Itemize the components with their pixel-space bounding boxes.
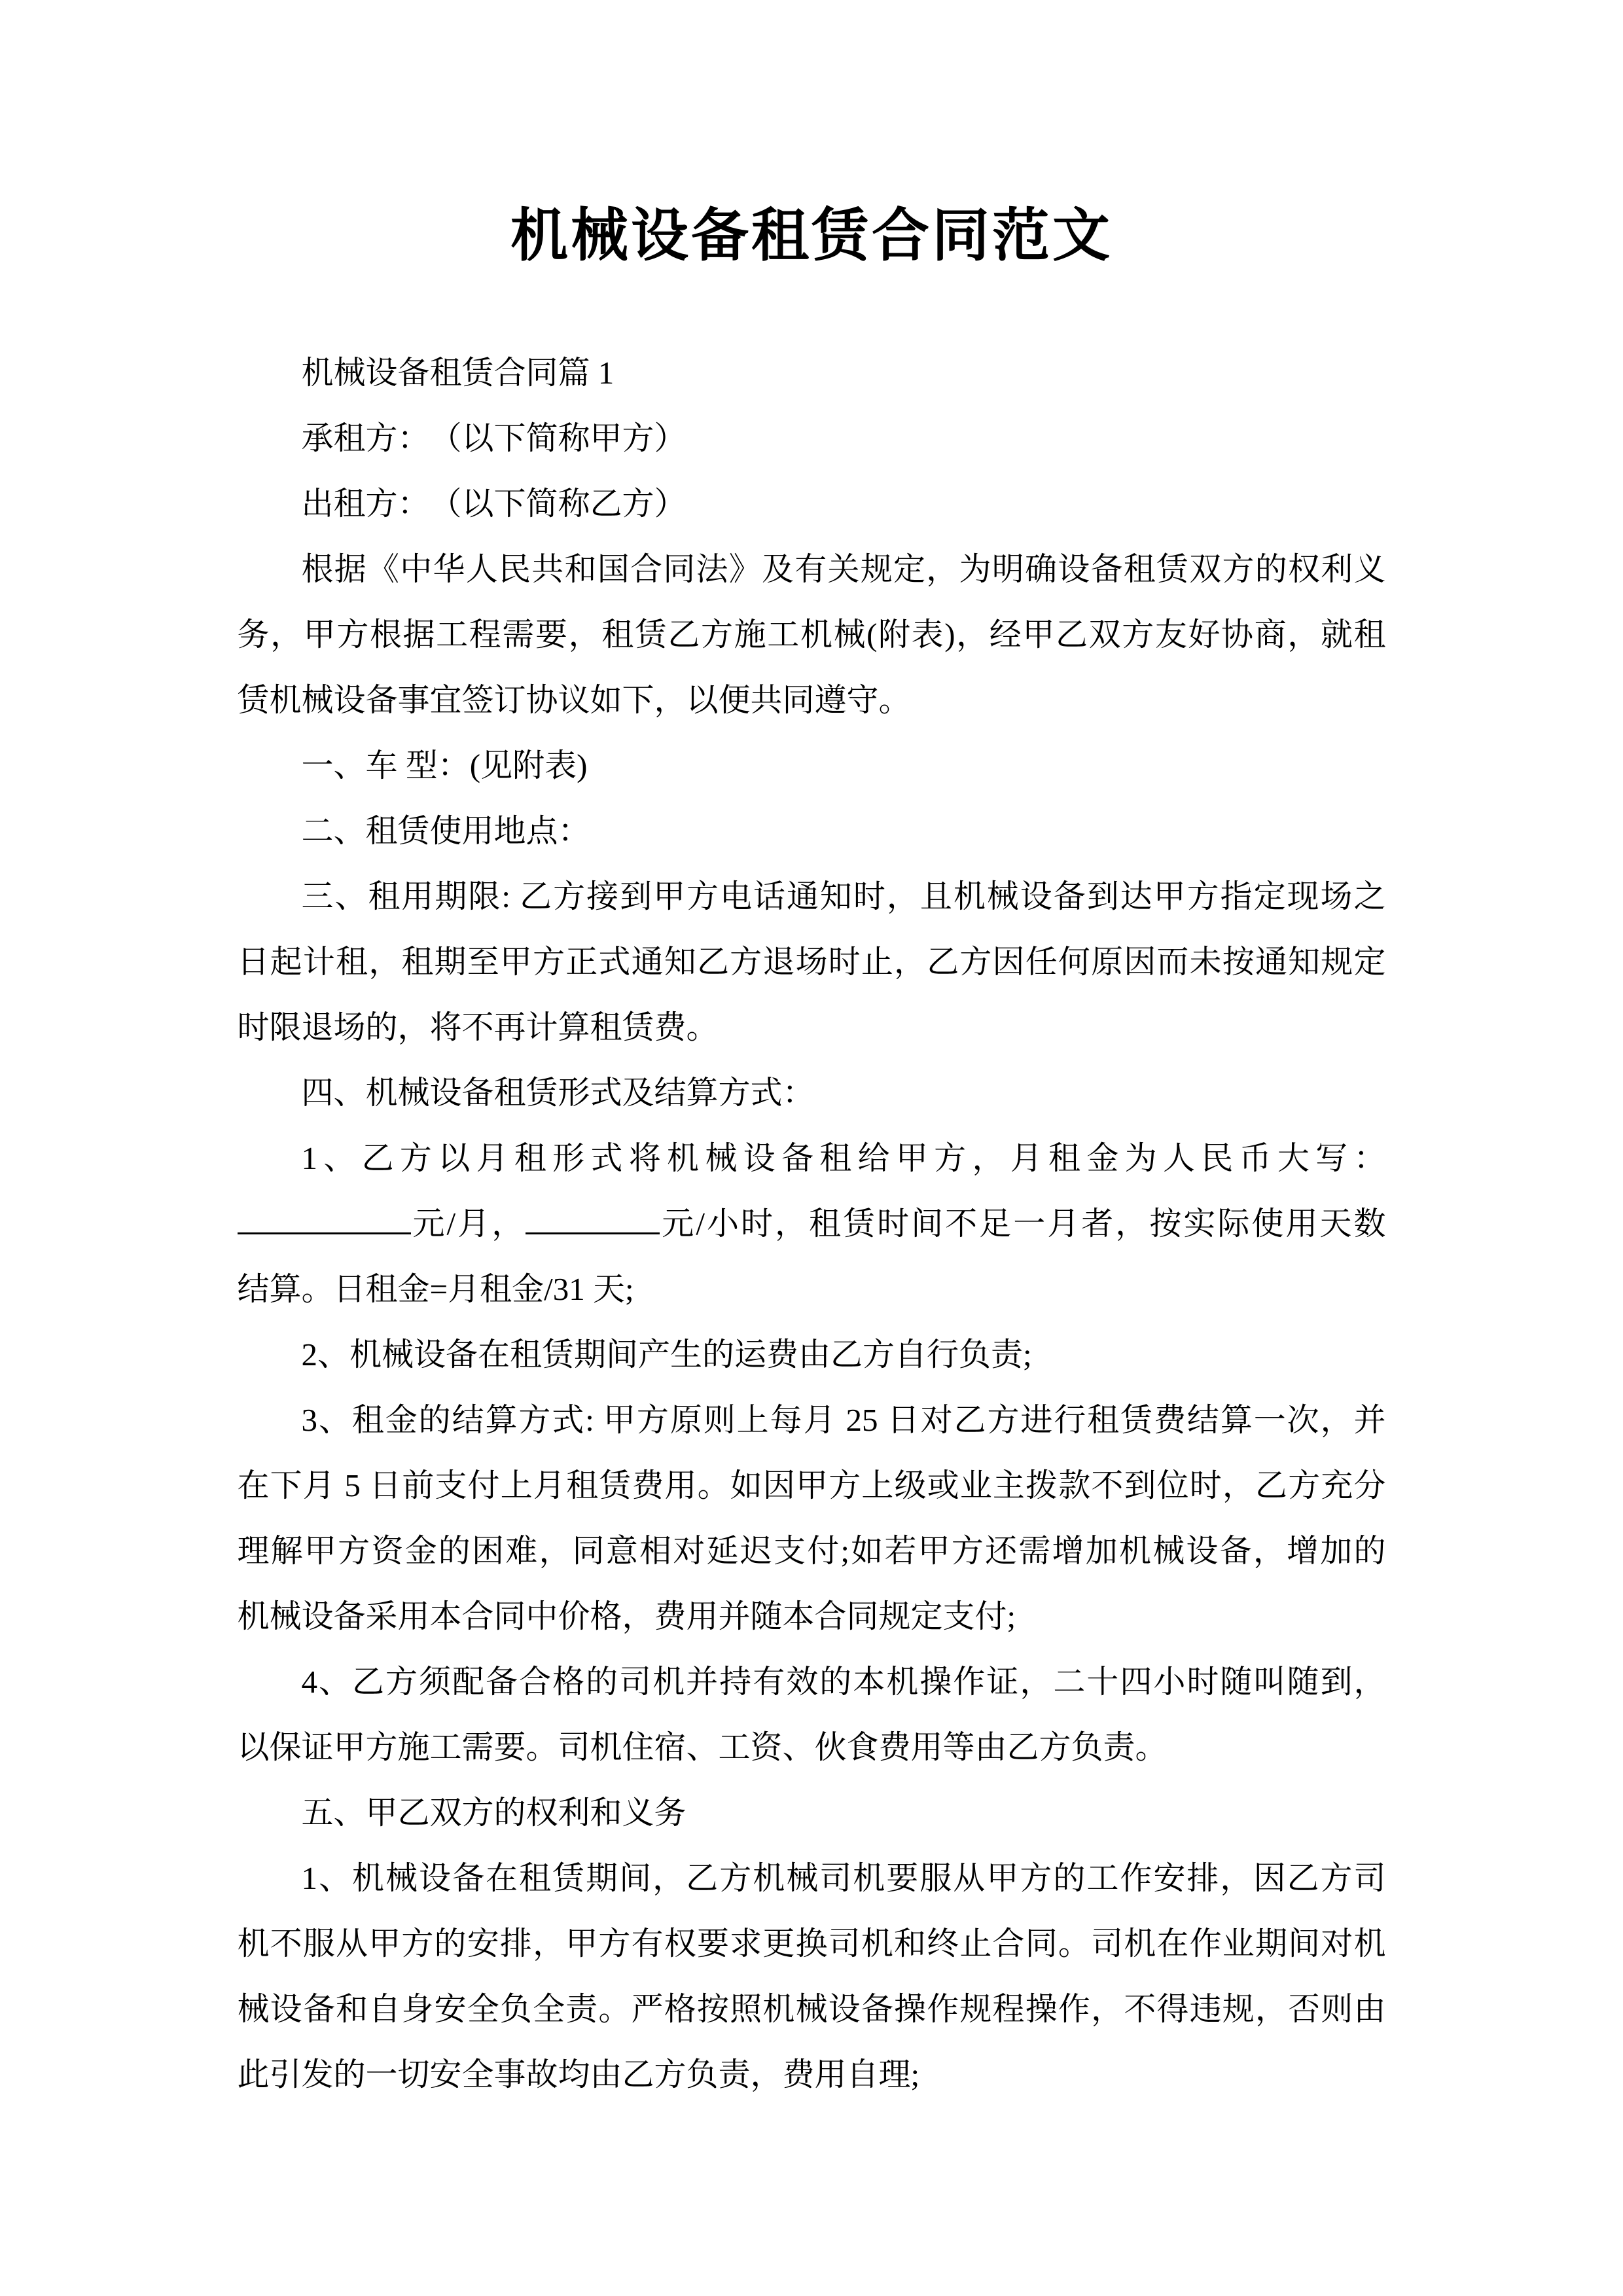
- text-line-clause-4-item-2: 2、机械设备在租赁期间产生的运费由乙方自行负责;: [301, 1336, 1032, 1372]
- text-line-clause-5-item-1: 械设备和自身安全负全责。严格按照机械设备操作规程操作，不得违规，否则由: [237, 1991, 1386, 2027]
- text-line-lessee: 承租方： （以下简称甲方）: [301, 420, 687, 456]
- text-line-clause-4-item-4: 4、乙方须配备合格的司机并持有效的本机操作证，二十四小时随叫随到，: [301, 1664, 1386, 1700]
- text-line-clause-4-item-1: 结算。日租金=月租金/31 天;: [237, 1271, 634, 1307]
- text-line-preamble: 根据《中华人民共和国合同法》及有关规定，为明确设备租赁双方的权利义: [301, 551, 1386, 587]
- text-line-clause-5-item-1: 1、机械设备在租赁期间，乙方机械司机要服从甲方的工作安排，因乙方司: [301, 1860, 1386, 1896]
- text-line-clause-4-item-3: 3、租金的结算方式: 甲方原则上每月 25 日对乙方进行租赁费结算一次，并: [301, 1402, 1386, 1438]
- text-line-clause-5-item-1: 此引发的一切安全事故均由乙方负责，费用自理;: [237, 2056, 920, 2092]
- text-line-clause-3: 日起计租，租期至甲方正式通知乙方退场时止，乙方因任何原因而未按通知规定: [237, 944, 1386, 980]
- text-line-clause-5: 五、甲乙双方的权利和义务: [301, 1795, 687, 1831]
- text-line-clause-2: 二、租赁使用地点：: [301, 813, 590, 849]
- text-line-section-label: 机械设备租赁合同篇 1: [301, 355, 615, 391]
- text-line-clause-4-item-1: 1、乙方以月租形式将机械设备租给甲方，月租金为人民币大写：: [301, 1140, 1386, 1176]
- text-line-preamble: 赁机械设备事宜签订协议如下，以便共同遵守。: [237, 682, 911, 718]
- rent-per-hour-blank-field: [526, 1232, 660, 1234]
- text-line-clause-4-item-4: 以保证甲方施工需要。司机住宿、工资、伙食费用等由乙方负责。: [237, 1729, 1168, 1765]
- rent-per-month-blank-field: [238, 1232, 411, 1234]
- text-line-clause-5-item-1: 机不服从甲方的安排，甲方有权要求更换司机和终止合同。司机在作业期间对机: [237, 1926, 1386, 1962]
- document-title: 机械设备租赁合同范文: [510, 205, 1113, 268]
- text-line-lessor: 出租方： （以下简称乙方）: [301, 486, 687, 522]
- text-line-clause-3: 三、租用期限: 乙方接到甲方电话通知时，且机械设备到达甲方指定现场之: [301, 878, 1386, 914]
- unit-per-month-label: 元/月，: [410, 1206, 526, 1242]
- text-line-clause-4-item-3: 理解甲方资金的困难，同意相对延迟支付;如若甲方还需增加机械设备，增加的: [237, 1533, 1386, 1569]
- text-line-clause-4: 四、机械设备租赁形式及结算方式：: [301, 1075, 815, 1111]
- text-line-clause-4-item-3: 机械设备采用本合同中价格，费用并随本合同规定支付;: [237, 1598, 1016, 1634]
- text-line-clause-4-item-3: 在下月 5 日前支付上月租赁费用。如因甲方上级或业主拨款不到位时，乙方充分: [237, 1467, 1386, 1503]
- text-line-preamble: 务，甲方根据工程需要，租赁乙方施工机械(附表)，经甲乙双方友好协商，就租: [237, 617, 1386, 653]
- unit-per-hour-label: 元/小时，租赁时间不足一月者，按实际使用天数: [660, 1206, 1386, 1242]
- text-line-clause-3: 时限退场的，将不再计算租赁费。: [237, 1009, 719, 1045]
- text-line-clause-1: 一、车 型：(见附表): [301, 747, 588, 783]
- text-line-fill-in-amounts: [238, 1191, 1386, 1257]
- document-body: [238, 340, 1386, 2108]
